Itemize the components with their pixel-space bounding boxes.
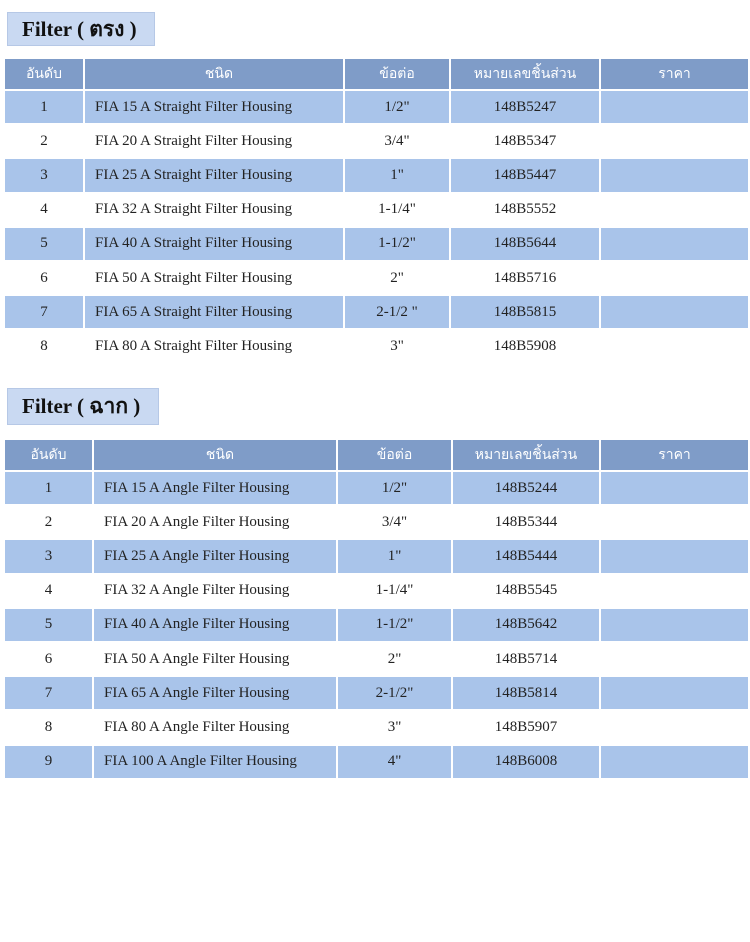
price xyxy=(601,159,748,193)
section-title-angle: Filter ( ฉาก ) xyxy=(7,388,159,425)
price xyxy=(601,677,748,711)
row-number: 7 xyxy=(5,296,85,330)
connection-size: 3/4" xyxy=(345,125,451,159)
part-number: 148B5814 xyxy=(453,677,601,711)
price xyxy=(601,472,748,506)
row-number: 6 xyxy=(5,643,94,677)
row-number: 9 xyxy=(5,746,94,780)
part-number: 148B5908 xyxy=(451,330,601,364)
table-row xyxy=(5,711,748,745)
price xyxy=(601,746,748,780)
connection-size: 2-1/2 " xyxy=(345,296,451,330)
table-row xyxy=(5,125,748,159)
price xyxy=(601,194,748,228)
part-number: 148B5244 xyxy=(453,472,601,506)
filter-type: FIA 50 A Straight Filter Housing xyxy=(85,262,345,296)
header-price: ราคา xyxy=(601,440,748,472)
table-header-row xyxy=(5,440,748,472)
part-number: 148B5545 xyxy=(453,575,601,609)
connection-size: 1" xyxy=(338,540,453,574)
header-part-number: หมายเลขชิ้นส่วน xyxy=(451,59,601,91)
table-row xyxy=(5,296,748,330)
filter-type: FIA 65 A Angle Filter Housing xyxy=(94,677,338,711)
row-number: 5 xyxy=(5,228,85,262)
table-row xyxy=(5,677,748,711)
filter-type: FIA 65 A Straight Filter Housing xyxy=(85,296,345,330)
part-number: 148B5644 xyxy=(451,228,601,262)
connection-size: 1-1/2" xyxy=(345,228,451,262)
header-no: อันดับ xyxy=(5,440,94,472)
filter-type: FIA 15 A Straight Filter Housing xyxy=(85,91,345,125)
header-type: ชนิด xyxy=(85,59,345,91)
header-price: ราคา xyxy=(601,59,748,91)
part-number: 148B5716 xyxy=(451,262,601,296)
table-row xyxy=(5,472,748,506)
connection-size: 1-1/4" xyxy=(338,575,453,609)
filter-type: FIA 50 A Angle Filter Housing xyxy=(94,643,338,677)
part-number: 148B5815 xyxy=(451,296,601,330)
price xyxy=(601,125,748,159)
table-row xyxy=(5,746,748,780)
part-number: 148B5247 xyxy=(451,91,601,125)
price xyxy=(601,296,748,330)
filter-type: FIA 32 A Angle Filter Housing xyxy=(94,575,338,609)
connection-size: 1-1/2" xyxy=(338,609,453,643)
connection-size: 1/2" xyxy=(345,91,451,125)
filter-type: FIA 100 A Angle Filter Housing xyxy=(94,746,338,780)
filter-type: FIA 15 A Angle Filter Housing xyxy=(94,472,338,506)
row-number: 2 xyxy=(5,125,85,159)
price xyxy=(601,262,748,296)
table-row xyxy=(5,91,748,125)
price xyxy=(601,228,748,262)
part-number: 148B5642 xyxy=(453,609,601,643)
row-number: 3 xyxy=(5,159,85,193)
row-number: 4 xyxy=(5,575,94,609)
connection-size: 2-1/2" xyxy=(338,677,453,711)
table-row xyxy=(5,575,748,609)
row-number: 1 xyxy=(5,91,85,125)
filter-type: FIA 40 A Angle Filter Housing xyxy=(94,609,338,643)
price xyxy=(601,643,748,677)
connection-size: 4" xyxy=(338,746,453,780)
part-number: 148B5714 xyxy=(453,643,601,677)
table-header-row xyxy=(5,59,748,91)
table-row xyxy=(5,643,748,677)
filter-type: FIA 20 A Angle Filter Housing xyxy=(94,506,338,540)
header-part-number: หมายเลขชิ้นส่วน xyxy=(453,440,601,472)
row-number: 4 xyxy=(5,194,85,228)
filter-type: FIA 40 A Straight Filter Housing xyxy=(85,228,345,262)
price xyxy=(601,330,748,364)
price xyxy=(601,711,748,745)
table-row xyxy=(5,228,748,262)
filter-type: FIA 80 A Angle Filter Housing xyxy=(94,711,338,745)
header-connection: ข้อต่อ xyxy=(345,59,451,91)
connection-size: 3" xyxy=(338,711,453,745)
section-title-straight: Filter ( ตรง ) xyxy=(7,12,155,46)
connection-size: 3" xyxy=(345,330,451,364)
straight-filter-table xyxy=(5,59,748,365)
part-number: 148B5907 xyxy=(453,711,601,745)
header-no: อันดับ xyxy=(5,59,85,91)
filter-type: FIA 25 A Straight Filter Housing xyxy=(85,159,345,193)
row-number: 3 xyxy=(5,540,94,574)
part-number: 148B6008 xyxy=(453,746,601,780)
price xyxy=(601,540,748,574)
price xyxy=(601,609,748,643)
row-number: 8 xyxy=(5,711,94,745)
connection-size: 2" xyxy=(345,262,451,296)
filter-type: FIA 80 A Straight Filter Housing xyxy=(85,330,345,364)
table-row xyxy=(5,540,748,574)
part-number: 148B5444 xyxy=(453,540,601,574)
row-number: 2 xyxy=(5,506,94,540)
table-row xyxy=(5,262,748,296)
filter-type: FIA 20 A Straight Filter Housing xyxy=(85,125,345,159)
table-row xyxy=(5,506,748,540)
row-number: 5 xyxy=(5,609,94,643)
part-number: 148B5344 xyxy=(453,506,601,540)
connection-size: 1-1/4" xyxy=(345,194,451,228)
header-connection: ข้อต่อ xyxy=(338,440,453,472)
price xyxy=(601,506,748,540)
filter-type: FIA 32 A Straight Filter Housing xyxy=(85,194,345,228)
row-number: 7 xyxy=(5,677,94,711)
row-number: 8 xyxy=(5,330,85,364)
filter-type: FIA 25 A Angle Filter Housing xyxy=(94,540,338,574)
table-row xyxy=(5,159,748,193)
table-row xyxy=(5,330,748,364)
part-number: 148B5447 xyxy=(451,159,601,193)
row-number: 6 xyxy=(5,262,85,296)
row-number: 1 xyxy=(5,472,94,506)
angle-filter-table xyxy=(5,440,748,780)
price xyxy=(601,575,748,609)
connection-size: 3/4" xyxy=(338,506,453,540)
connection-size: 2" xyxy=(338,643,453,677)
connection-size: 1/2" xyxy=(338,472,453,506)
header-type: ชนิด xyxy=(94,440,338,472)
part-number: 148B5552 xyxy=(451,194,601,228)
part-number: 148B5347 xyxy=(451,125,601,159)
price xyxy=(601,91,748,125)
connection-size: 1" xyxy=(345,159,451,193)
table-row xyxy=(5,609,748,643)
table-row xyxy=(5,194,748,228)
